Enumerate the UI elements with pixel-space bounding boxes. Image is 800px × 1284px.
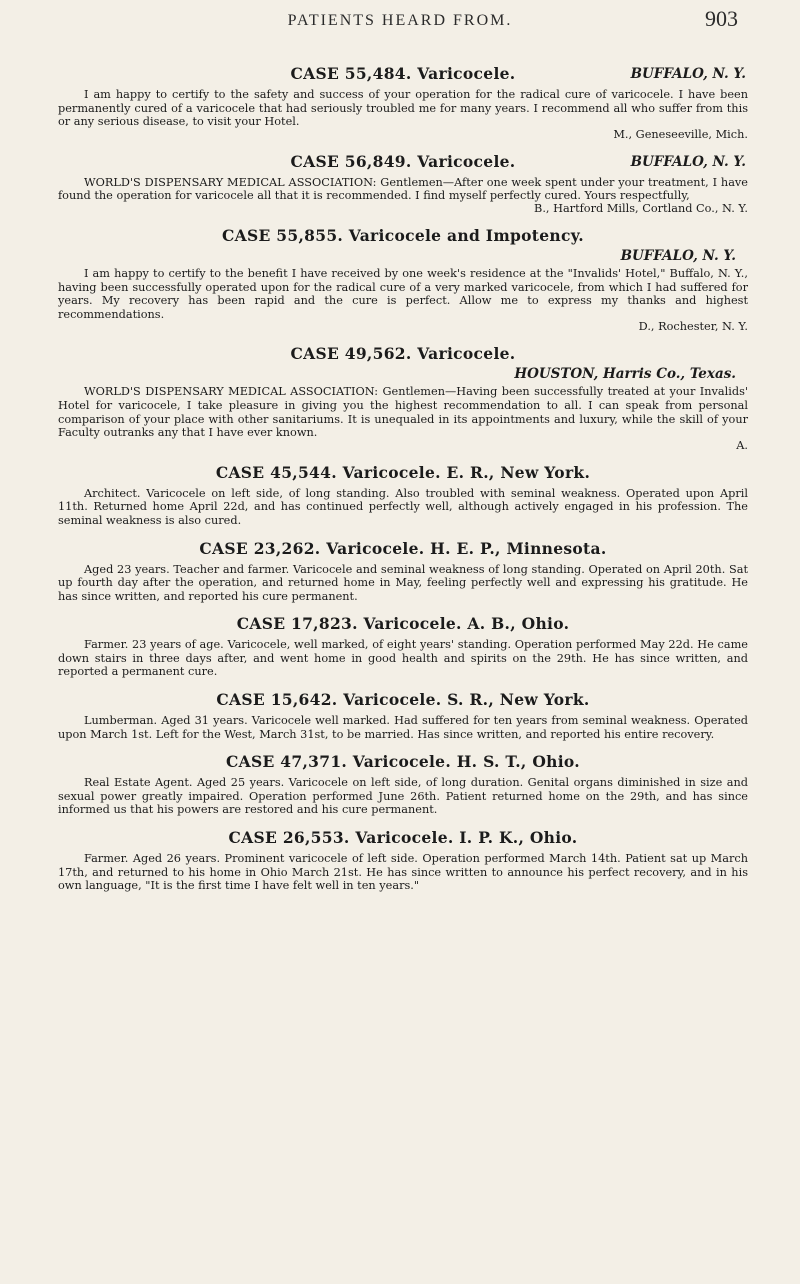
case-title: CASE 47,371. Varicocele. H. S. T., Ohio. [226,752,580,772]
case-heading [58,344,748,368]
case-entry [58,226,748,333]
case-title: CASE 26,553. Varicocele. I. P. K., Ohio. [228,828,578,848]
case-list [58,64,748,904]
case-title: CASE 49,562. Varicocele. [290,344,516,364]
case-title: CASE 17,823. Varicocele. A. B., Ohio. [236,614,570,634]
case-testimonial: I am happy to certify to the benefit I have received by one week's residence at the "Invalids' Hotel," Buffalo, N. Y., having been successfully operated upon for the radical cure of a very marked varicocele, from which I had suffered for years. My recovery has been rapid and the cure is perfect. Allow me to express my thanks and highest recommendations. [58,266,748,321]
case-testimonial: Farmer. Aged 26 years. Prominent varicocele of left side. Operation performed March 14th. Patient sat up March 17th, and returned to his home in Ohio March 21st. He has since written to announce his perfect recovery, and in his own language, "It is the first time I have felt well in ten years." [58,852,748,893]
running-head: PATIENTS HEARD FROM. [287,12,513,29]
case-testimonial: Aged 23 years. Teacher and farmer. Varicocele and seminal weakness of long standing. Operated on April 20th. Sat up fourth day after the operation, and returned home in May, feeling perfectly well and expressing his gratitude. He has since written, and reported his cure permanent. [58,562,748,603]
case-location: BUFFALO, N. Y. [630,66,746,82]
page-number: 903 [705,6,738,31]
case-signature: D., Rochester, N. Y. [638,320,748,334]
case-signature: A. [736,438,748,452]
case-entry [58,690,748,741]
case-title: CASE 56,849. Varicocele. [290,151,516,171]
case-heading [58,463,748,487]
case-entry [58,614,748,679]
case-location: HOUSTON, Harris Co., Texas. [514,366,736,383]
case-testimonial: Real Estate Agent. Aged 25 years. Varicocele on left side, of long duration. Genital organs diminished in size and sexual power greatly impaired. Operation performed June 26th. Patient returned home on the 29th, and has since informed us that his powers are restored and his cure permanent. [58,776,748,817]
case-heading [58,226,748,250]
case-entry [58,152,748,215]
case-testimonial: I am happy to certify to the safety and success of your operation for the radical cure of varicocele. I have been permanently cured of a varicocele that had seriously troubled me for many years. I recommend all who suffer from this or any serious disease, to visit your Hotel. [58,88,748,129]
case-title: CASE 23,262. Varicocele. H. E. P., Minnesota. [199,538,607,558]
case-testimonial: WORLD'S DISPENSARY MEDICAL ASSOCIATION: Gentlemen—Having been successfully treated at your Invalids' Hotel for varicocele, I take pleasure in giving you the highest recommendation to all. I can speak from personal comparison of your place with other sanitariums. It is unequaled in its appointments and luxury, while the skill of your Faculty outranks any that I have ever known. [58,385,748,440]
case-entry [58,828,748,893]
case-signature: M., Geneseeville, Mich. [613,127,748,141]
case-heading [58,752,748,776]
case-heading [58,614,748,638]
case-entry [58,539,748,604]
case-location: BUFFALO, N. Y. [620,247,736,264]
case-heading [58,539,748,563]
case-entry [58,752,748,817]
case-testimonial: Farmer. 23 years of age. Varicocele, well marked, of eight years' standing. Operation performed May 22d. He came down stairs in three days after, and went home in good health and spirits on the 29th. He has since written, and reported a permanent cure. [58,638,748,679]
case-heading [58,828,748,852]
case-title: CASE 15,642. Varicocele. S. R., New York. [216,690,590,710]
case-entry [58,463,748,528]
case-heading [58,64,748,88]
case-testimonial: Lumberman. Aged 31 years. Varicocele well marked. Had suffered for ten years from seminal weakness. Operated upon March 1st. Left for the West, March 31st, to be married. Has since written, and reported his entire recovery. [58,714,748,741]
case-heading [58,152,748,176]
case-testimonial: Architect. Varicocele on left side, of long standing. Also troubled with seminal weakness. Operated upon April 11th. Returned home April 22d, and has continued perfectly well, although actively engaged in his profession. The seminal weakness is also cured. [58,486,748,527]
case-location: BUFFALO, N. Y. [630,153,746,170]
case-heading [58,690,748,714]
case-signature: B., Hartford Mills, Cortland Co., N. Y. [534,201,748,215]
case-title: CASE 55,855. Varicocele and Impotency. [222,225,584,245]
case-title: CASE 45,544. Varicocele. E. R., New York. [215,462,591,482]
case-entry [58,64,748,141]
case-testimonial: WORLD'S DISPENSARY MEDICAL ASSOCIATION: Gentlemen—After one week spent under your treatment, I have found the operation for varicocele all that it is recommended. I find myself perfectly cured. Yours respectfully, [58,175,748,203]
case-title: CASE 55,484. Varicocele. [290,64,516,83]
case-entry [58,344,748,451]
